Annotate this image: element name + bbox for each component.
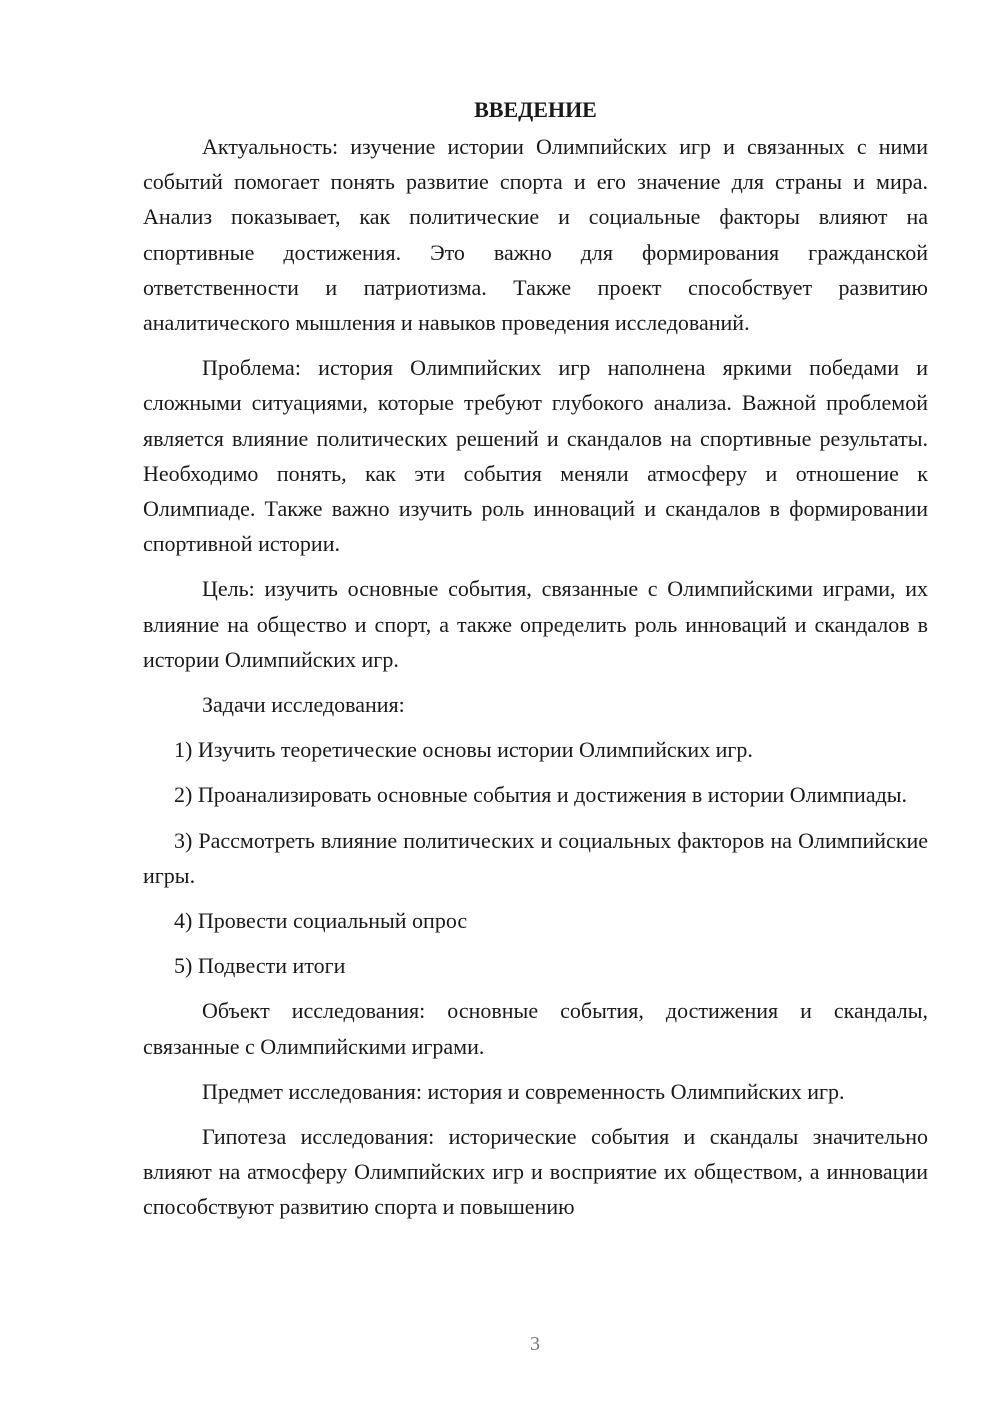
page-content (143, 92, 928, 1235)
page-title: ВВЕДЕНИЕ (474, 97, 597, 122)
paragraph-goal: Цель: изучить основные события, связанные с Олимпийскими играми, их влияние на общество и спорт, а также определить роль инноваций и скандалов в истории Олимпийских игр. (143, 576, 928, 672)
task-item-5: 5) Подвести итоги (174, 953, 346, 979)
task-item-3: 3) Рассмотреть влияние политических и социальных факторов на Олимпийские игры. (143, 827, 928, 888)
paragraph-relevance: Актуальность: изучение истории Олимпийских игр и связанных с ними событий помогает понять развитие спорта и его значение для страны и мира. Анализ показывает, как политические и социальные факторы влияют на спортивные достижения. Это важно для формирования гражданской ответственности и патриотизма. Также проект способствует развитию аналитического мышления и навыков проведения исследований. (143, 134, 928, 336)
paragraph-tasks-heading: Задачи исследования: (202, 692, 405, 718)
page-number: 3 (530, 1333, 540, 1355)
paragraph-problem: Проблема: история Олимпийских игр наполнена яркими победами и сложными ситуациями, которые требуют глубокого анализа. Важной проблемой является влияние политических решений и скандалов на спортивные результаты. Необходимо понять, как эти события меняли атмосферу и отношение к Олимпиаде. Также важно изучить роль инноваций и скандалов в формировании спортивной истории. (143, 355, 928, 557)
paragraph-object: Объект исследования: основные события, достижения и скандалы, связанные с Олимпийскими играми. (143, 998, 928, 1059)
paragraph-subject: Предмет исследования: история и современность Олимпийских игр. (202, 1078, 845, 1104)
task-item-1: 1) Изучить теоретические основы истории Олимпийских игр. (174, 737, 753, 763)
paragraph-hypothesis: Гипотеза исследования: исторические события и скандалы значительно влияют на атмосферу Олимпийских игр и восприятие их обществом, а инновации способствуют развитию спорта и повышению (143, 1124, 928, 1220)
task-item-2: 2) Проанализировать основные события и достижения в истории Олимпиады. (174, 782, 908, 808)
task-item-4: 4) Провести социальный опрос (174, 908, 468, 934)
